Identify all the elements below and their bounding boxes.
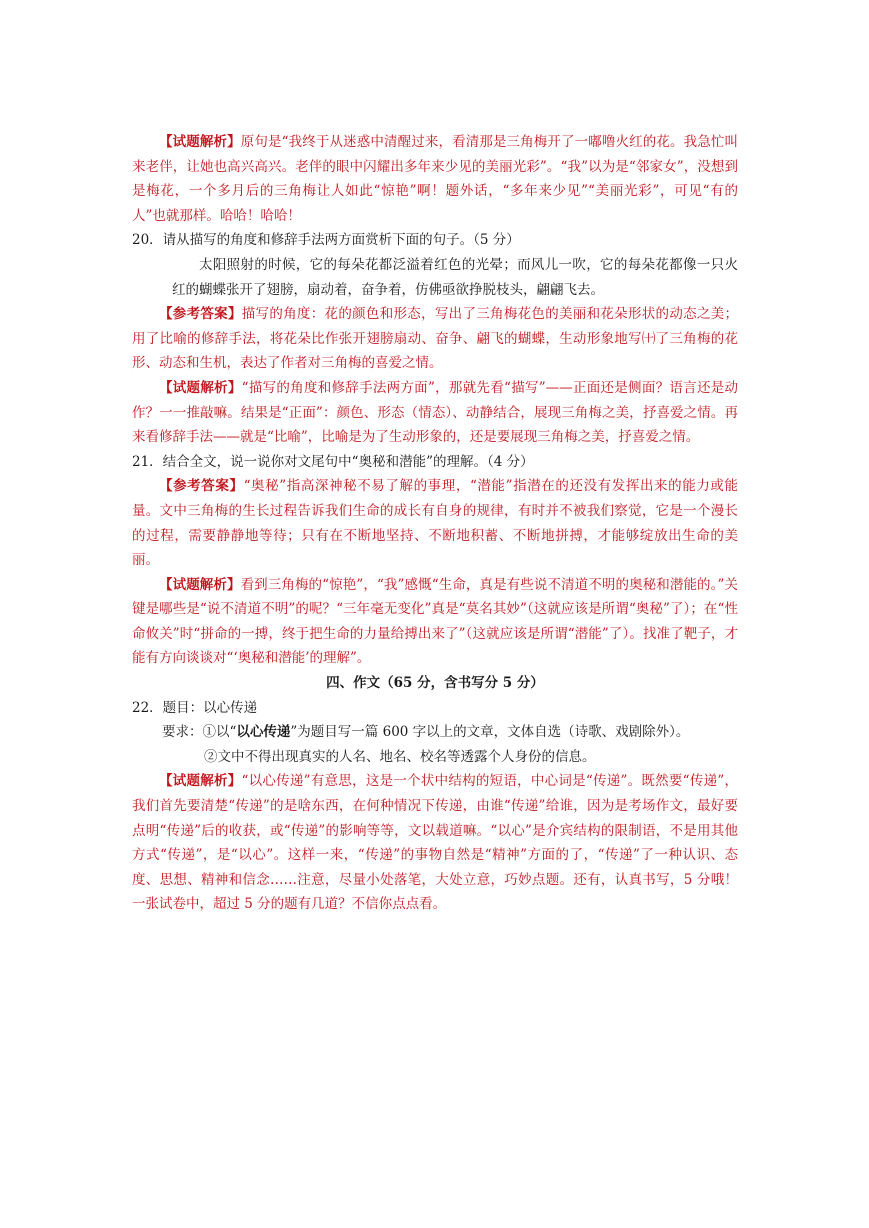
answer-paragraph-q20 bbox=[132, 302, 738, 376]
quoted-sentence: 太阳照射的时候，它的每朵花都泛溢着红色的光晕；而风儿一吹，它的每朵花都像一只火红的蝴蝶张开了翅膀，扇动着，奋争着，仿佛亟欲挣脱枝头，翩翩飞去。 bbox=[172, 256, 738, 298]
analysis-paragraph-q22 bbox=[132, 769, 738, 917]
answer-paragraph-q21 bbox=[132, 474, 738, 572]
answer-text: 描写的角度：花的颜色和形态，写出了三角梅花色的美丽和花朵形状的动态之美；用了比喻的修辞手法，将花朵比作张开翅膀扇动、奋争、翩飞的蝴蝶，生动形象地写㈩了三角梅的花形、动态和生机，表达了作者对三角梅的喜爱之情。 bbox=[132, 306, 739, 372]
analysis-paragraph-q21 bbox=[132, 573, 738, 671]
analysis-tag: 【试题解析】 bbox=[159, 134, 241, 150]
analysis-text: “以心传递”有意思，这是一个状中结构的短语，中心词是“传递”。既然要“传递”，我们首先要清楚“传递”的是啥东西，在何种情况下传递，由谁“传递”给谁，因为是考场作文，最好要点明“传递”后的收获，或“传递”的影响等等，文以载道嘛。“以心”是介宾结构的限制语，不是用其他方式“传递”，是“以心”。这样一来，“传递”的事物自然是“精神”方面的了，“传递”了一种认识、态度、思想、精神和信念……注意，尽量小处落笔，大处立意，巧妙点题。还有，认真书写，5 分哦！一张试卷中，超过 5 分的题有几道？不信你点点看。 bbox=[132, 773, 738, 913]
answer-text: “奥秘”指高深神秘不易了解的事理，“潜能”指潜在的还没有发挥出来的能力或能量。文中三角梅的生长过程告诉我们生命的成长有自身的规律，有时并不被我们察觉，它是一个漫长的过程，需要静静地等待；只有在不断地坚持、不断地积蓄、不断地拼搏，才能够绽放出生命的美丽。 bbox=[132, 478, 739, 569]
requirement-suffix: ”为题目写一篇 600 字以上的文章，文体自选（诗歌、戏剧除外）。 bbox=[290, 724, 690, 741]
question-21: 21．结合全文，说一说你对文尾句中“奥秘和潜能”的理解。（4 分） bbox=[132, 453, 534, 470]
requirement-1 bbox=[132, 720, 738, 745]
question-20: 20．请从描写的角度和修辞手法两方面赏析下面的句子。（5 分） bbox=[132, 232, 520, 249]
question-22: 22．题目：以心传递 bbox=[132, 699, 258, 716]
document-content bbox=[132, 130, 738, 917]
analysis-text: “描写的角度和修辞手法两方面”，那就先看“描写”——正面还是侧面？语言还是动作？一一推敲嘛。结果是“正面”：颜色、形态（情态）、动静结合，展现三角梅之美，抒喜爱之情。再来看修辞手法——就是“比喻”，比喻是为了生动形象的，还是要展现三角梅之美，抒喜爱之情。 bbox=[132, 379, 739, 446]
essay-title: 以心传递 bbox=[236, 724, 291, 741]
requirement-prefix: 要求：①以“ bbox=[162, 724, 237, 741]
requirement-2: ②文中不得出现真实的人名、地名、校名等透露个人身份的信息。 bbox=[204, 748, 596, 765]
analysis-text: 原句是“我终于从迷惑中清醒过来，看清那是三角梅开了一嘟噜火红的花。我急忙叫来老伴，让她也高兴高兴。老伴的眼中闪耀出多年来少见的美丽光彩”。“我”以为是“邻家女”，没想到是梅花，一个多月后的三角梅让人如此“惊艳”啊！题外话，“多年来少见”“美丽光彩”，可见“有的人”也就那样。哈哈！哈哈！ bbox=[132, 134, 739, 224]
answer-tag: 【参考答案】 bbox=[159, 478, 244, 495]
analysis-tag: 【试题解析】 bbox=[159, 576, 241, 593]
analysis-text: 看到三角梅的“惊艳”，“我”感慨“生命，真是有些说不清道不明的奥秘和潜能的。”关键是哪些是“说不清道不明”的呢？“三年毫无变化”真是“莫名其妙”（这就应该是所谓“奥秘”了）；在“性命攸关”时“拼命的一搏，终于把生命的力量给搏出来了”（这就应该是所谓“潜能”了）。找准了靶子，才能有方向谈谈对“‘奥秘和潜能’的理解”。 bbox=[132, 576, 738, 667]
analysis-paragraph-q20 bbox=[132, 376, 738, 450]
analysis-paragraph-q19 bbox=[132, 130, 738, 228]
answer-tag: 【参考答案】 bbox=[159, 306, 242, 323]
analysis-tag: 【试题解析】 bbox=[159, 379, 242, 396]
section-heading: 四、作文（65 分，含书写分 5 分） bbox=[326, 675, 544, 692]
analysis-tag: 【试题解析】 bbox=[159, 773, 242, 790]
